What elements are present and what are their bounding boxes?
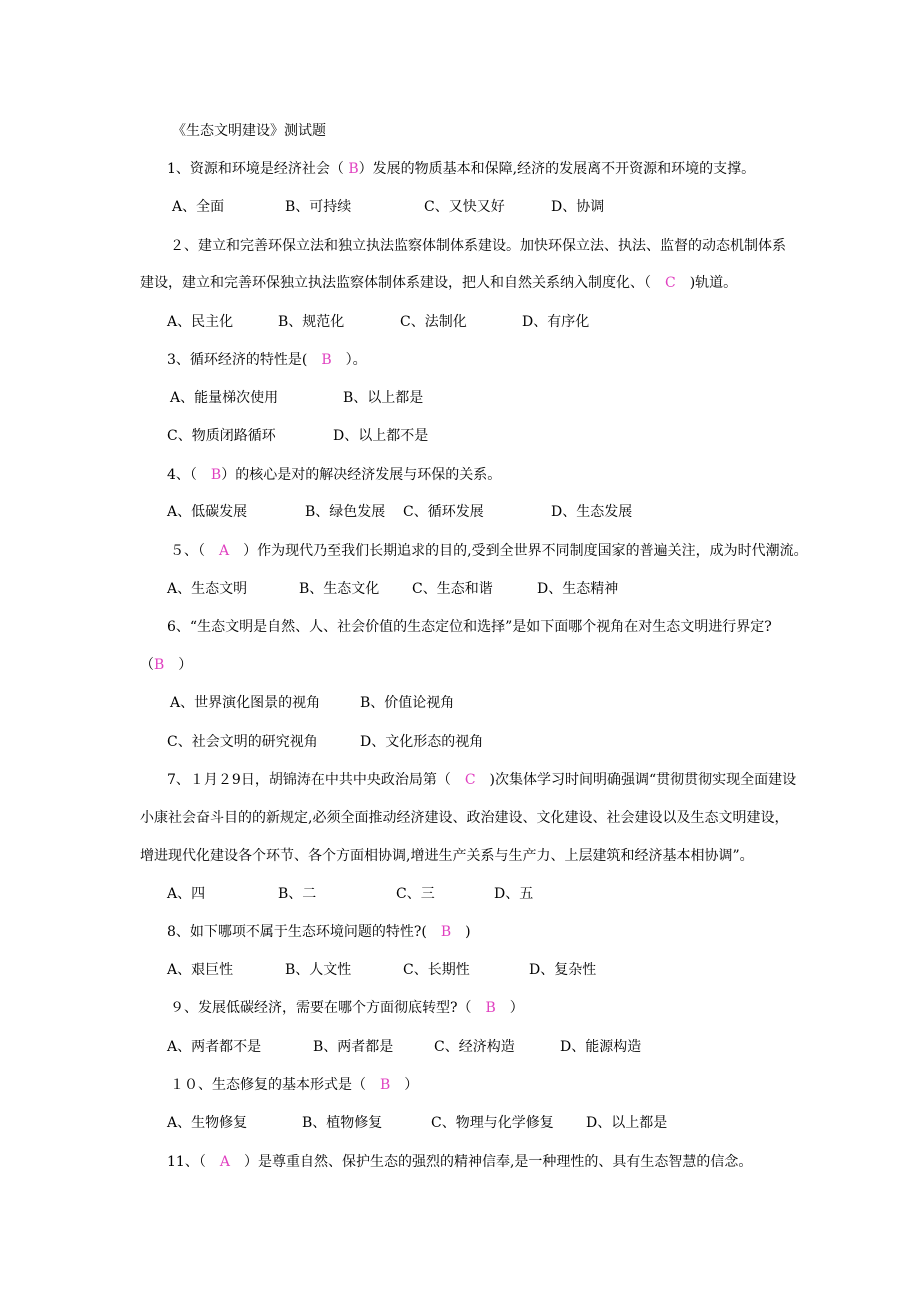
question-6-line1: 6、“生态文明是自然、人、社会价值的生态定位和选择”是如下面哪个视角在对生态文明进行界定?	[167, 619, 772, 635]
question-8	[167, 922, 471, 942]
question-11	[167, 1152, 752, 1172]
option-b: B、生态文化	[299, 581, 380, 597]
option-c: C、社会文明的研究视角	[167, 734, 318, 750]
option-d: D、协调	[551, 199, 605, 215]
question-text: 建设，建立和完善环保独立执法监察体制体系建设，把人和自然关系纳入制度化、（	[140, 275, 665, 291]
option-a: A、民主化	[167, 314, 234, 330]
question-7-line2: 小康社会奋斗目的的新规定,必须全面推动经济建设、政治建设、文化建设、社会建设以及生态文明建设，	[140, 810, 789, 826]
question-text: ９、发展低碳经济，需要在哪个方面彻底转型?（	[170, 1000, 486, 1016]
question-text: ）的核心是对的解决经济发展与环保的关系。	[221, 467, 502, 483]
option-b: B、植物修复	[302, 1115, 383, 1131]
option-d: D、文化形态的视角	[360, 734, 484, 750]
option-c: C、物质闭路循环	[167, 428, 276, 444]
question-3	[167, 350, 367, 370]
option-a: A、艰巨性	[167, 962, 234, 978]
option-c: C、物理与化学修复	[431, 1115, 554, 1131]
question-1	[167, 159, 755, 179]
answer-mark: A	[219, 1154, 230, 1170]
question-text: ）	[164, 657, 193, 673]
question-text: )轨道。	[675, 275, 738, 291]
option-c: C、经济构造	[434, 1039, 515, 1055]
option-d: D、能源构造	[560, 1039, 642, 1055]
option-a: A、生物修复	[167, 1115, 248, 1131]
question-6	[140, 655, 192, 675]
option-b: B、两者都是	[313, 1039, 394, 1055]
option-a: A、生态文明	[167, 581, 248, 597]
question-text: ）。	[331, 352, 367, 368]
question-2	[140, 273, 737, 293]
question-text: １０、生态修复的基本形式是（	[170, 1077, 380, 1093]
option-d: D、以上都不是	[333, 428, 429, 444]
option-a: A、低碳发展	[167, 504, 248, 520]
option-b: B、二	[278, 886, 317, 902]
option-a: A、世界演化图景的视角	[170, 695, 321, 711]
answer-mark: C	[464, 772, 476, 788]
question-10	[170, 1075, 418, 1095]
option-c: C、三	[396, 886, 435, 902]
option-d: D、以上都是	[586, 1115, 668, 1131]
option-b: B、价值论视角	[360, 695, 455, 711]
option-d: D、生态精神	[537, 581, 619, 597]
question-text: ）	[495, 1000, 524, 1016]
question-text: )	[451, 924, 471, 940]
question-text: )次集体学习时间明确强调“贯彻贯彻实现全面建设	[475, 772, 797, 788]
answer-mark: A	[219, 543, 230, 559]
question-text: ）发展的物质基本和保障,经济的发展离不开资源和环境的支撑。	[358, 161, 756, 177]
option-a: A、能量梯次使用	[170, 390, 279, 406]
question-text: 7、１月２9日，胡锦涛在中共中央政治局第（	[167, 772, 465, 788]
answer-mark: C	[665, 275, 676, 291]
option-c: C、又快又好	[424, 199, 505, 215]
question-text: ）作为现代乃至我们长期追求的目的,受到全世界不同制度国家的普遍关注，成为时代潮流。	[229, 543, 808, 559]
question-2-line1: ２、建立和完善环保立法和独立执法监察体制体系建设。加快环保立法、执法、监督的动态机制体系	[170, 238, 786, 254]
option-b: B、绿色发展	[305, 504, 386, 520]
question-text: 8、如下哪项不属于生态环境问题的特性?(	[167, 924, 441, 940]
answer-mark: B	[380, 1077, 391, 1093]
answer-mark: B	[154, 657, 165, 673]
option-b: B、以上都是	[343, 390, 424, 406]
question-text: ５、（	[170, 543, 219, 559]
question-text: 1、资源和环境是经济社会（	[167, 161, 349, 177]
question-text: 3、循环经济的特性是(	[167, 352, 322, 368]
question-text: 11、（	[167, 1154, 220, 1170]
answer-mark: B	[485, 1000, 496, 1016]
question-7-line3: 增进现代化建设各个环节、各个方面相协调,增进生产关系与生产力、上层建筑和经济基本相协调”。	[140, 848, 754, 864]
option-c: C、循环发展	[403, 504, 484, 520]
answer-mark: B	[210, 467, 222, 483]
answer-mark: B	[321, 352, 332, 368]
option-d: D、有序化	[522, 314, 590, 330]
question-7	[167, 770, 796, 790]
option-d: D、复杂性	[529, 962, 597, 978]
answer-mark: B	[348, 161, 359, 177]
option-a: A、四	[167, 886, 206, 902]
question-text: ）是尊重自然、保护生态的强烈的精神信奉,是一种理性的、具有生态智慧的信念。	[229, 1154, 753, 1170]
option-c: C、法制化	[400, 314, 467, 330]
option-c: C、长期性	[403, 962, 470, 978]
option-a: A、两者都不是	[167, 1039, 262, 1055]
question-text: ）	[390, 1077, 419, 1093]
question-9	[170, 998, 524, 1018]
option-b: B、规范化	[278, 314, 345, 330]
option-b: B、可持续	[285, 199, 352, 215]
question-5	[170, 541, 808, 561]
option-d: D、五	[494, 886, 534, 902]
question-4	[167, 465, 501, 485]
answer-mark: B	[440, 924, 452, 940]
option-d: D、生态发展	[551, 504, 633, 520]
option-c: C、生态和谐	[412, 581, 493, 597]
page-title: 《生态文明建设》测试题	[172, 123, 326, 139]
question-text: （	[140, 657, 154, 673]
question-text: 4、（	[167, 467, 211, 483]
option-a: A、全面	[172, 199, 225, 215]
option-b: B、人文性	[285, 962, 352, 978]
